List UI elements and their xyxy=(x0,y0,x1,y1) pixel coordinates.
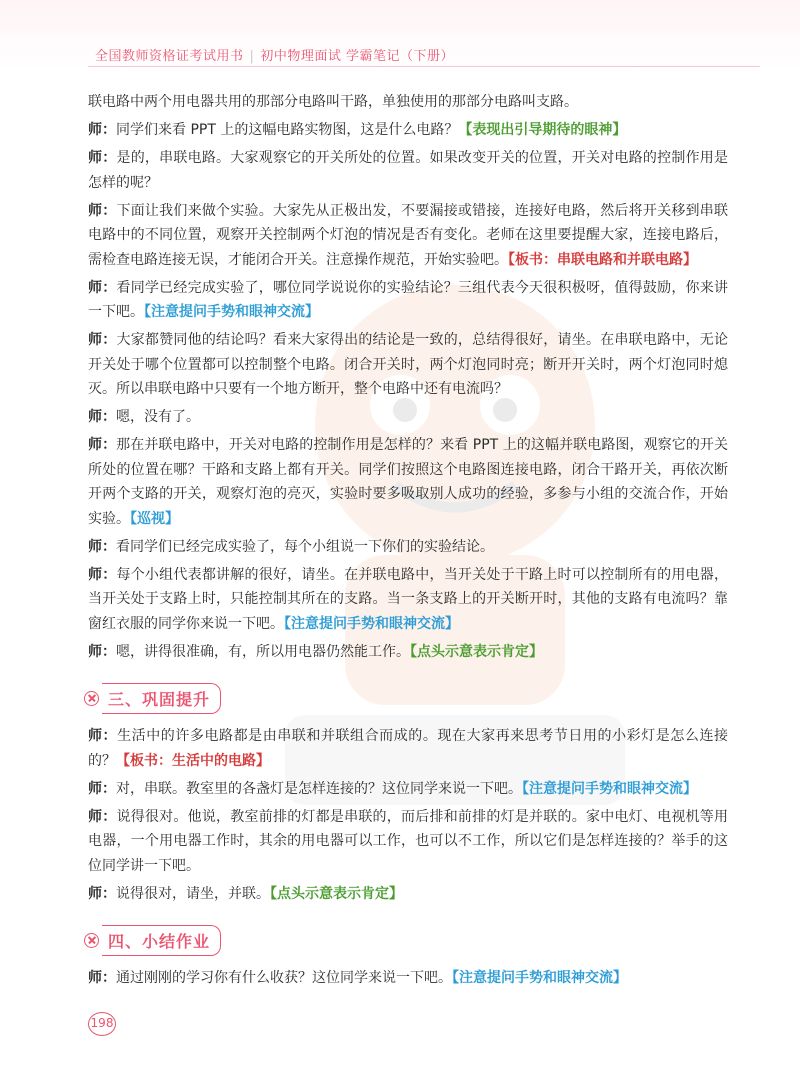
paragraph-text: 每个小组代表都讲解的很好，请坐。在并联电路中，当开关处于干路上时可以控制所有的用电器，当开关处于支路上时，只能控制其所在的支路。当一条支路上的开关断开时，其他的支路有电流吗？靠窗红衣服的同学你来说一下吧。 xyxy=(88,566,729,632)
teaching-note: 【注意提问手势和眼神交流】 xyxy=(144,304,319,320)
transcript-group-3 xyxy=(88,966,728,991)
speaker-label: 师： xyxy=(88,780,116,797)
paragraph-text: 下面让我们来做个实验。大家先从正极出发，不要漏接或错接，连接好电路，然后将开关移到串联电路中的不同位置，观察开关控制两个灯泡的情况是否有变化。老师在这里要提醒大家，连接电路后，需检查电路连接无误，才能闭合开关。注意操作规范，开始实验吧。 xyxy=(88,202,729,268)
speaker-label: 师： xyxy=(88,885,116,902)
speaker-label: 师： xyxy=(88,279,117,296)
transcript-paragraph xyxy=(88,90,728,115)
book-subtitle: 初中物理面试 学霸笔记（下册） xyxy=(260,49,455,64)
transcript-paragraph xyxy=(88,805,728,879)
transcript-group-2 xyxy=(88,724,728,906)
transcript-paragraph xyxy=(88,328,728,402)
paragraph-text: 是的，串联电路。大家观察它的开关所处的位置。如果改变开关的位置，开关对电路的控制作用是怎样的呢？ xyxy=(88,150,729,191)
transcript-paragraph xyxy=(88,146,728,195)
speaker-label: 师： xyxy=(88,332,117,348)
teaching-note: 【注意提问手势和眼神交流】 xyxy=(522,780,697,797)
page-header xyxy=(0,0,800,70)
section-title: 三、巩固提升 xyxy=(102,683,221,714)
speaker-label: 师： xyxy=(88,202,117,219)
paragraph-text: 看同学已经完成实验了，哪位同学说说你的实验结论？三组代表今天很积极呀，值得鼓励，你来讲一下吧。 xyxy=(88,279,729,320)
paragraph-text: 通过刚刚的学习你有什么收获？这位同学来说一下吧。 xyxy=(116,970,452,986)
transcript-paragraph xyxy=(88,966,728,991)
teaching-note: 【板书：串联电路和并联电路】 xyxy=(508,251,697,268)
paragraph-text: 嗯，没有了。 xyxy=(116,409,200,425)
transcript-group-1 xyxy=(88,90,728,664)
teaching-note: 【点头示意表示肯定】 xyxy=(270,885,403,902)
speaker-label: 师： xyxy=(88,808,117,825)
speaker-label: 师： xyxy=(88,122,116,138)
transcript-paragraph xyxy=(88,777,728,802)
transcript-paragraph xyxy=(88,405,728,430)
speaker-label: 师： xyxy=(88,566,117,583)
paragraph-text: 同学们来看 PPT 上的这幅电路实物图，这是什么电路？ xyxy=(116,122,459,138)
paragraph-text: 说得很对。他说，教室前排的灯都是串联的，而后排和前排的灯是并联的。家中电灯、电视机等用电器，一个用电器工作时，其余的用电器可以工作，也可以不工作，所以它们是怎样连接的？举手的这位同学讲一下吧。 xyxy=(88,808,729,874)
speaker-label: 师： xyxy=(88,409,116,425)
speaker-label: 师： xyxy=(88,150,117,166)
paragraph-text: 对，串联。教室里的各盏灯是怎样连接的？这位同学来说一下吧。 xyxy=(116,780,522,797)
transcript-paragraph xyxy=(88,276,728,325)
speaker-label: 师： xyxy=(88,970,116,986)
paragraph-text: 生活中的许多电路都是由串联和并联组合而成的。现在大家再来思考节日用的小彩灯是怎么连接的？ xyxy=(88,728,729,769)
paragraph-text: 大家都赞同他的结论吗？看来大家得出的结论是一致的，总结得很好，请坐。在串联电路中，无论开关处于哪个位置都可以控制整个电路。闭合开关时，两个灯泡同时亮；断开开关时，两个灯泡同时熄灭。所以串联电路中只要有一个地方断开，整个电路中还有电流吗？ xyxy=(88,332,729,397)
section-x-icon xyxy=(84,933,99,948)
header-separator: | xyxy=(249,49,255,64)
paragraph-text: 看同学们已经完成实验了，每个小组说一下你们的实验结论。 xyxy=(116,538,494,555)
section-x-icon xyxy=(84,691,99,706)
speaker-label: 师： xyxy=(88,643,116,660)
transcript-paragraph xyxy=(88,118,728,143)
lesson-transcript xyxy=(88,90,728,994)
speaker-label: 师： xyxy=(88,728,118,744)
transcript-paragraph xyxy=(88,199,728,273)
teaching-note: 【注意提问手势和眼神交流】 xyxy=(284,615,459,632)
transcript-paragraph xyxy=(88,535,728,560)
speaker-label: 师： xyxy=(88,437,117,453)
section-heading-summary xyxy=(84,922,728,958)
section-heading-consolidation xyxy=(84,680,728,716)
transcript-paragraph xyxy=(88,724,728,773)
paragraph-text: 说得很对，请坐，并联。 xyxy=(116,885,270,902)
teaching-note: 【板书：生活中的电路】 xyxy=(116,752,270,769)
transcript-paragraph xyxy=(88,433,728,531)
teaching-note: 【表现出引导期待的眼神】 xyxy=(458,122,627,138)
teaching-note: 【巡视】 xyxy=(130,510,179,527)
header-title xyxy=(95,45,454,64)
teaching-note: 【点头示意表示肯定】 xyxy=(410,643,543,660)
book-series-title: 全国教师资格证考试用书 xyxy=(95,49,244,64)
transcript-paragraph xyxy=(88,882,728,907)
transcript-paragraph xyxy=(88,640,728,665)
section-title: 四、小结作业 xyxy=(102,925,221,956)
teaching-note: 【注意提问手势和眼神交流】 xyxy=(452,970,627,986)
page-number: 198 xyxy=(88,1012,116,1036)
transcript-paragraph xyxy=(88,563,728,637)
paragraph-text: 嗯，讲得很准确，有，所以用电器仍然能工作。 xyxy=(116,643,410,660)
paragraph-text: 那在并联电路中，开关对电路的控制作用是怎样的？来看 PPT 上的这幅并联电路图，观察它的开关所处的位置在哪？干路和支路上都有开关。同学们按照这个电路图连接电路，闭合干路开关，再依次断开两个支路的开关，观察灯泡的亮灭，实验时要多吸取别人成功的经验，多参与小组的交流合作，开始实验。 xyxy=(88,437,728,527)
speaker-label: 师： xyxy=(88,538,116,555)
header-divider xyxy=(88,66,760,67)
paragraph-text: 联电路中两个用电器共用的那部分电路叫干路，单独使用的那部分电路叫支路。 xyxy=(88,94,578,110)
